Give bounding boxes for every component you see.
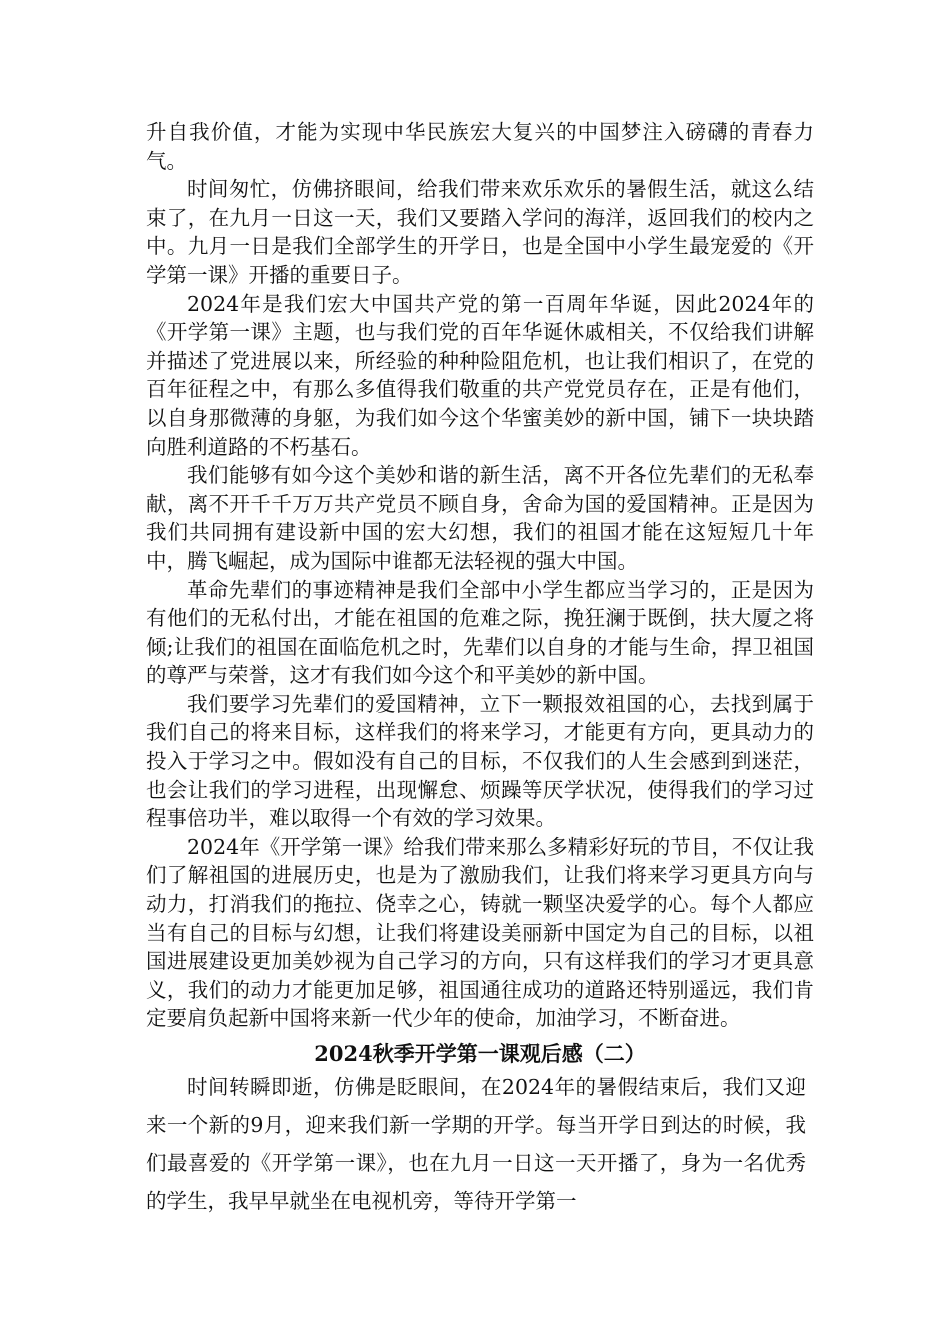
essay-one-body xyxy=(146,118,814,1033)
paragraph: 我们要学习先辈们的爱国精神，立下一颗报效祖国的心，去找到属于我们自己的将来目标，这样我们的将来学习，才能更有方向，更具动力的投入于学习之中。假如没有自己的目标，不仅我们的人生会感到到迷茫，也会让我们的学习进程，出现懈怠、烦躁等厌学状况，使得我们的学习过程事倍功半，难以取得一个有效的学习效果。 xyxy=(146,691,814,831)
paragraph: 我们能够有如今这个美妙和谐的新生活，离不开各位先辈们的无私奉献，离不开千千万万共产党员不顾自身，舍命为国的爱国精神。正是因为我们共同拥有建设新中国的宏大幻想，我们的祖国才能在这短短几十年中，腾飞崛起，成为国际中谁都无法轻视的强大中国。 xyxy=(146,463,814,573)
paragraph: 时间转瞬即逝，仿佛是眨眼间，在2024年的暑假结束后，我们又迎来一个新的9月，迎来我们新一学期的开学。每当开学日到达的时候，我们最喜爱的《开学第一课》，也在九月一日这一天开播了，身为一名优秀的学生，我早早就坐在电视机旁，等待开学第一 xyxy=(146,1075,806,1213)
section-title: 2024秋季开学第一课观后感（二） xyxy=(314,1041,646,1066)
paragraph: 升自我价值，才能为实现中华民族宏大复兴的中国梦注入磅礴的青春力气。 xyxy=(146,120,814,173)
essay-two-body xyxy=(146,1068,806,1220)
paragraph: 2024年《开学第一课》给我们带来那么多精彩好玩的节目，不仅让我们了解祖国的进展历史，也是为了激励我们，让我们将来学习更具方向与动力，打消我们的拖拉、侥幸之心，铸就一颗坚决爱学的心。每个人都应当有自己的目标与幻想，让我们将建设美丽新中国定为自己的目标，以祖国进展建设更加美妙视为自己学习的方向，只有这样我们的学习才更具意义，我们的动力才能更加足够，祖国通往成功的道路还特别遥远，我们肯定要肩负起新中国将来新一代少年的使命，加油学习，不断奋进。 xyxy=(146,834,814,1031)
paragraph: 2024年是我们宏大中国共产党的第一百周年华诞，因此2024年的《开学第一课》主题，也与我们党的百年华诞休戚相关，不仅给我们讲解并描述了党进展以来，所经验的种种险阻危机，也让我们相识了，在党的百年征程之中，有那么多值得我们敬重的共产党党员存在，正是有他们，以自身那微薄的身躯，为我们如今这个华蜜美妙的新中国，铺下一块块踏向胜利道路的不朽基石。 xyxy=(146,291,814,459)
paragraph: 时间匆忙，仿佛挤眼间，给我们带来欢乐欢乐的暑假生活，就这么结束了，在九月一日这一天，我们又要踏入学问的海洋，返回我们的校内之中。九月一日是我们全部学生的开学日，也是全国中小学生最宠爱的《开学第一课》开播的重要日子。 xyxy=(146,177,814,287)
paragraph: 革命先辈们的事迹精神是我们全部中小学生都应当学习的，正是因为有他们的无私付出，才能在祖国的危难之际，挽狂澜于既倒，扶大厦之将倾;让我们的祖国在面临危机之时，先辈们以自身的才能与生命，捍卫祖国的尊严与荣誉，这才有我们如今这个和平美妙的新中国。 xyxy=(146,577,814,688)
